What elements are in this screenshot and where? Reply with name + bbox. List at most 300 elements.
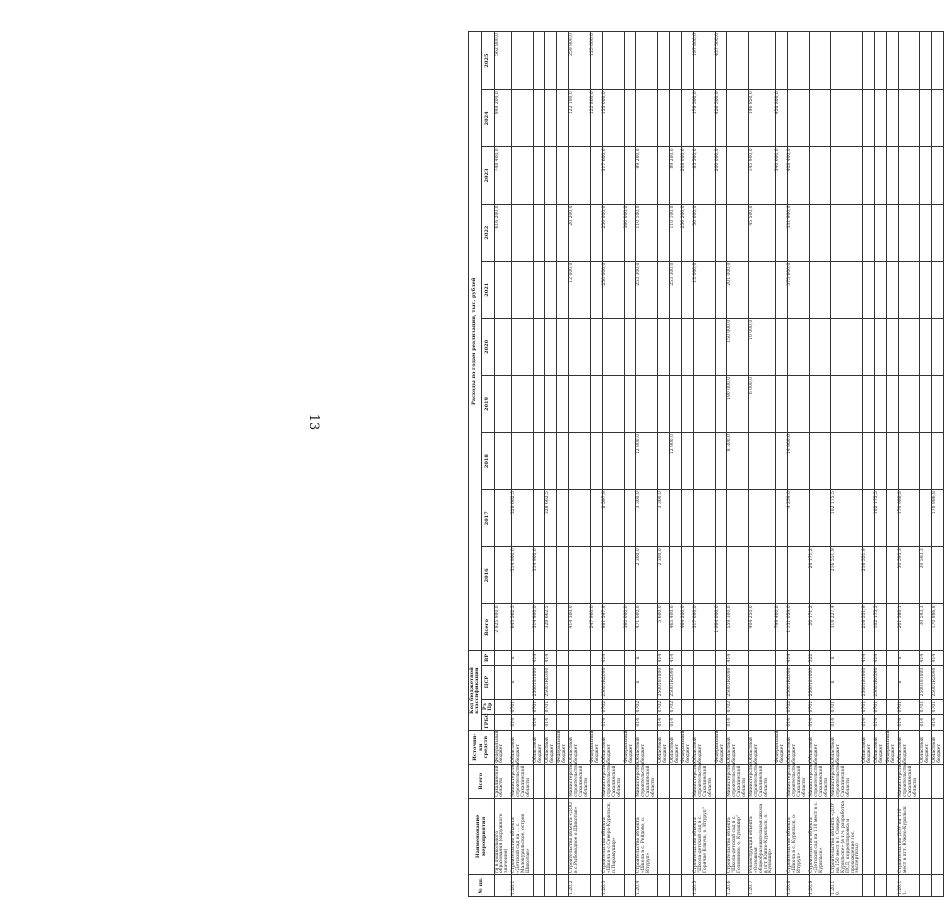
csr-code: x <box>831 665 863 699</box>
responsible-org <box>681 764 693 798</box>
funding-source: Федеральный бюджет <box>715 730 725 763</box>
activity-name <box>775 798 787 874</box>
year-value-cell <box>658 32 670 90</box>
year-value-cell <box>681 261 693 318</box>
csr-code <box>886 665 898 699</box>
vr-code: 414 <box>874 651 886 665</box>
activity-name <box>886 798 898 874</box>
csr-code <box>749 665 776 699</box>
year-value-cell <box>590 204 602 261</box>
year-value-cell <box>898 147 920 204</box>
year-value-cell <box>569 433 591 490</box>
year-value-cell <box>681 32 693 90</box>
rzpr-code <box>569 699 591 714</box>
grbs-code <box>775 714 787 730</box>
year-value-cell <box>831 147 863 204</box>
grbs-code: 014 <box>874 714 886 730</box>
row-number <box>862 874 874 896</box>
csr-code: x <box>636 665 658 699</box>
total-cell: 643 562,5 <box>511 604 533 651</box>
rzpr-code: 0701 <box>831 699 863 714</box>
year-value-cell: 178 500,0 <box>693 90 715 147</box>
funding-source: Областной бюджет <box>545 730 557 764</box>
table-row <box>545 32 557 897</box>
table-header <box>469 32 495 897</box>
year-value-cell <box>874 32 886 90</box>
year-value-cell <box>511 375 533 432</box>
table-row <box>809 32 831 897</box>
year-value-cell <box>920 375 932 432</box>
csr-code: x <box>511 665 533 699</box>
grbs-code: 014 <box>511 714 533 730</box>
total-cell: 360 000,0 <box>624 604 636 651</box>
funding-source: Областной бюджет <box>693 730 715 764</box>
year-value-cell <box>658 147 670 204</box>
year-value-cell: 216 551,9 <box>862 547 874 604</box>
total-cell: 799 400,0 <box>775 604 787 651</box>
row-number <box>670 874 682 896</box>
rzpr-code: 0702 <box>602 699 624 714</box>
total-cell: 317 000,0 <box>693 604 715 651</box>
year-value-cell <box>809 490 831 547</box>
year-value-cell <box>775 261 787 318</box>
funding-source: Областной бюджет <box>874 730 886 764</box>
total-cell: 2 925 900,0 <box>495 604 512 651</box>
year-value-cell <box>932 375 944 432</box>
activity-name: Строительство объекта «Детский сад на 110 мест в с. Курильск» <box>809 798 831 874</box>
year-value-cell <box>495 318 512 375</box>
activity-name <box>862 798 874 874</box>
vr-code: x <box>511 651 533 665</box>
responsible-org <box>533 764 545 798</box>
year-value-cell <box>557 32 569 90</box>
year-value-cell <box>602 433 624 490</box>
total-cell: 201 580,1 <box>898 604 920 651</box>
year-value-cell <box>749 433 776 490</box>
csr-code: 25001R2090 <box>670 665 682 699</box>
responsible-org <box>920 764 932 798</box>
csr-code <box>775 665 787 699</box>
year-value-cell <box>715 375 727 432</box>
vr-code <box>775 651 787 665</box>
total-cell: 30 593,3 <box>920 604 932 651</box>
funding-source: Областной бюджет <box>932 730 944 764</box>
year-value-cell: 328 662,5 <box>545 490 557 547</box>
year-value-cell <box>831 261 863 318</box>
activity-name: Строительство объекта "Школа-детский сад в с. Головнино, о. Кунашир" <box>727 798 749 874</box>
funding-source: Федеральный бюджет <box>775 730 786 763</box>
year-value-cell <box>920 204 932 261</box>
responsible-org <box>886 764 898 798</box>
csr-code: x <box>898 665 920 699</box>
responsible-org <box>862 764 874 798</box>
year-value-cell <box>511 261 533 318</box>
year-value-cell: 110 100,0 <box>636 204 658 261</box>
year-value-cell <box>557 204 569 261</box>
rzpr-code <box>557 699 569 714</box>
year-value-cell: 3 300,0 <box>658 490 670 547</box>
rzpr-code: 0701 <box>809 699 831 714</box>
funding-source: Областной бюджет <box>920 730 932 764</box>
year-value-cell: 458 800,0 <box>775 90 787 147</box>
grbs-code: 014 <box>809 714 831 730</box>
grbs-code: 014 <box>920 714 932 730</box>
year-value-cell <box>624 547 636 604</box>
year-value-cell: 30 593,3 <box>898 547 920 604</box>
csr-code <box>715 665 727 699</box>
header-year: 2016 <box>482 547 495 604</box>
year-value-cell <box>602 547 624 604</box>
header-name: Наименование мероприятия <box>469 798 495 874</box>
year-value-cell <box>511 147 533 204</box>
total-cell: 5 600,0 <box>658 604 670 651</box>
year-value-cell <box>932 147 944 204</box>
activity-name <box>932 798 944 874</box>
year-value-cell: 8 300,0 <box>727 433 749 490</box>
responsible-org: Министерство строительства Сахалинской области <box>693 762 714 797</box>
header-total: Всего <box>482 604 495 651</box>
year-value-cell: 314 900,0 <box>511 547 533 604</box>
year-value-cell <box>932 433 944 490</box>
year-value-cell: 2 300,0 <box>636 547 658 604</box>
year-value-cell <box>624 147 636 204</box>
year-value-cell <box>681 547 693 604</box>
table-row <box>495 32 512 897</box>
year-value-cell <box>511 90 533 147</box>
year-value-cell <box>874 433 886 490</box>
total-cell: 471 000,0 <box>636 604 658 651</box>
activity-name: Строительство объекта «Детский сад на ... с. Малокурильское, остров Шикотан» <box>511 798 533 874</box>
year-value-cell <box>920 261 932 318</box>
table-row <box>862 32 874 897</box>
responsible-org: Министерство строительства Сахалинской области <box>511 762 532 797</box>
grbs-code: 014 <box>787 714 809 730</box>
year-value-cell <box>533 204 545 261</box>
row-number <box>590 874 602 896</box>
activity-name: Строительство объекта "Школа-детский сад в с. Горячие Ключи, о. Итуруп" <box>693 798 715 874</box>
grbs-code: 014 <box>932 714 944 730</box>
year-value-cell: 196 850,0 <box>749 90 776 147</box>
activity-name: Строительство ДОУ на 110 мест в пгт. Южно-Курильск <box>898 798 920 874</box>
year-value-cell <box>831 318 863 375</box>
table-row <box>886 32 898 897</box>
vr-code: 522 <box>809 651 831 665</box>
grbs-code: 014 <box>670 714 682 730</box>
year-value-cell: 328 662,5 <box>511 490 533 547</box>
csr-code: 25001R0390 <box>545 665 557 699</box>
total-cell: 318 227,4 <box>831 604 863 651</box>
year-value-cell <box>886 318 898 375</box>
year-value-cell <box>874 547 886 604</box>
year-value-cell <box>749 547 776 604</box>
responsible-org: Министерство строительства Сахалинской области <box>635 762 656 797</box>
activity-name <box>681 798 693 874</box>
year-value-cell: 190 000,0 <box>727 375 749 432</box>
year-value-cell <box>932 261 944 318</box>
total-cell <box>557 604 569 651</box>
row-number: 1.20.1 0. <box>831 874 863 896</box>
year-value-cell <box>932 318 944 375</box>
rzpr-code <box>775 699 787 714</box>
year-value-cell <box>831 433 863 490</box>
responsible-org: Министерство строительства Сахалинской области <box>831 764 863 798</box>
year-value-cell: 50 000,0 <box>693 204 715 261</box>
funding-source: Областной бюджет <box>749 730 776 764</box>
funding-source: Федеральный бюджет <box>495 730 512 764</box>
rzpr-code <box>495 699 512 714</box>
year-value-cell <box>886 32 898 90</box>
year-value-cell <box>545 318 557 375</box>
year-value-cell <box>693 433 715 490</box>
year-value-cell: 3 300,0 <box>636 490 658 547</box>
year-value-cell: 14 900,0 <box>787 433 809 490</box>
year-value-cell <box>495 490 512 547</box>
vr-code: 414 <box>727 651 749 665</box>
year-value-cell <box>874 375 886 432</box>
year-value-cell <box>495 261 512 318</box>
rzpr-code: 0702 <box>658 699 670 714</box>
activity-name <box>545 798 557 874</box>
year-value-cell <box>670 318 682 375</box>
year-value-cell <box>533 433 545 490</box>
funding-source: Областной бюджет <box>511 730 533 764</box>
grbs-code: 014 <box>862 714 874 730</box>
activity-name: Строительство объекта «ДОО в с.Рыбоводное о.Шикотан» <box>569 798 591 874</box>
year-value-cell: 89 200,0 <box>636 147 658 204</box>
vr-code <box>886 651 898 665</box>
year-value-cell <box>533 90 545 147</box>
rzpr-code: 0701 <box>511 699 533 714</box>
activity-name <box>557 798 569 874</box>
year-value-cell: 748 400,0 <box>495 147 512 204</box>
year-value-cell <box>670 490 682 547</box>
year-value-cell <box>727 90 749 147</box>
responsible-org <box>715 764 727 798</box>
year-value-cell <box>862 32 874 90</box>
year-value-cell: 145 900,0 <box>749 147 776 204</box>
year-value-cell <box>569 147 591 204</box>
header-year: 2019 <box>482 375 495 432</box>
year-value-cell <box>862 375 874 432</box>
total-cell: 559 300,0 <box>727 604 749 651</box>
year-value-cell <box>545 90 557 147</box>
total-cell: 247 900,0 <box>590 604 602 651</box>
table-row <box>693 32 715 897</box>
year-value-cell <box>590 375 602 432</box>
year-value-cell <box>715 490 727 547</box>
header-year: 2020 <box>482 318 495 375</box>
table-row <box>787 32 809 897</box>
year-value-cell: 122 100,0 <box>569 90 591 147</box>
year-value-cell <box>533 147 545 204</box>
year-value-cell <box>898 90 920 147</box>
grbs-code <box>693 714 715 730</box>
responsible-org <box>874 764 886 798</box>
year-value-cell <box>749 261 776 318</box>
year-value-cell: 110 100,0 <box>670 204 682 261</box>
year-value-cell <box>511 318 533 375</box>
year-value-cell <box>920 32 932 90</box>
year-value-cell: 437 500,0 <box>715 32 727 90</box>
grbs-code <box>495 714 512 730</box>
rzpr-code <box>693 699 715 714</box>
csr-code: 25001R0390 <box>874 665 886 699</box>
funding-source: Областной бюджет <box>727 730 749 764</box>
year-value-cell <box>862 261 874 318</box>
funding-source: Областной бюджет <box>898 730 920 764</box>
year-value-cell <box>602 318 624 375</box>
csr-code <box>557 665 569 699</box>
responsible-org <box>545 764 557 798</box>
year-value-cell <box>569 547 591 604</box>
rzpr-code: 0701 <box>862 699 874 714</box>
year-value-cell: 259 900,0 <box>569 32 591 90</box>
year-value-cell: 150 000,0 <box>727 318 749 375</box>
rzpr-code <box>715 699 727 714</box>
table-row <box>624 32 636 897</box>
year-value-cell <box>727 547 749 604</box>
year-value-cell <box>862 204 874 261</box>
rzpr-code: 0702 <box>670 699 682 714</box>
year-value-cell: 122 800,0 <box>590 90 602 147</box>
rzpr-code: 0701 <box>545 699 557 714</box>
year-value-cell <box>886 490 898 547</box>
total-cell: 404 250,0 <box>749 604 776 651</box>
rzpr-code: 0702 <box>787 699 809 714</box>
responsible-org: Министерство строительства Сахалинской области <box>749 764 776 798</box>
grbs-code <box>624 714 636 730</box>
year-value-cell: 331 900,0 <box>787 204 809 261</box>
year-value-cell <box>862 318 874 375</box>
csr-code: 25001R2090 <box>932 665 944 699</box>
row-number: 1.20.8 <box>787 874 809 896</box>
year-value-cell <box>670 32 682 90</box>
grbs-code: 014 <box>658 714 670 730</box>
csr-code: 2500181000 <box>862 665 874 699</box>
year-value-cell <box>727 32 749 90</box>
year-value-cell: 426 500,0 <box>715 90 727 147</box>
year-value-cell <box>533 318 545 375</box>
header-source: Источни-ки средств <box>469 730 495 764</box>
grbs-code: 014 <box>898 714 920 730</box>
year-value-cell <box>715 318 727 375</box>
responsible-org: Сахалинской области <box>495 764 512 798</box>
year-value-cell <box>511 433 533 490</box>
grbs-code: 014 <box>727 714 749 730</box>
responsible-org: Министерство строительства Сахалинской области <box>726 762 747 797</box>
year-value-cell <box>557 433 569 490</box>
row-number <box>932 874 944 896</box>
activity-name <box>533 798 545 874</box>
grbs-code <box>749 714 776 730</box>
year-value-cell: 13 000,0 <box>693 261 715 318</box>
responsible-org <box>557 764 569 798</box>
funding-source: Федеральный бюджет <box>681 730 692 763</box>
header-year: 2025 <box>482 32 495 90</box>
year-value-cell <box>681 375 693 432</box>
table-row <box>831 32 863 897</box>
year-value-cell: 408 400,0 <box>787 147 809 204</box>
year-value-cell <box>749 32 776 90</box>
year-value-cell <box>886 204 898 261</box>
year-value-cell <box>557 490 569 547</box>
total-cell: 465 400,0 <box>670 604 682 651</box>
year-value-cell <box>920 490 932 547</box>
year-value-cell <box>495 547 512 604</box>
year-value-cell <box>658 375 670 432</box>
row-number <box>495 874 512 896</box>
year-value-cell <box>693 375 715 432</box>
header-year: 2017 <box>482 490 495 547</box>
year-value-cell <box>920 433 932 490</box>
total-cell: 20 171,2 <box>809 604 831 651</box>
vr-code <box>569 651 591 665</box>
table-row <box>658 32 670 897</box>
year-value-cell <box>658 204 670 261</box>
year-value-cell <box>932 547 944 604</box>
activity-name: Строительство объекта «Школа в с. Рейдово, о. Итуруп» <box>636 798 658 874</box>
total-cell: 170 986,8 <box>932 604 944 651</box>
responsible-org: Министерство строительства Сахалинской области <box>898 762 918 797</box>
table-row <box>715 32 727 897</box>
year-value-cell <box>775 318 787 375</box>
year-value-cell <box>658 261 670 318</box>
header-csr: ЦСР <box>482 665 495 699</box>
responsible-org: Министерство строительства Сахалинской области <box>602 762 623 797</box>
year-value-cell <box>495 375 512 432</box>
rzpr-code: 0701 <box>920 699 932 714</box>
year-value-cell <box>590 547 602 604</box>
year-value-cell: 317 600,0 <box>602 147 624 204</box>
header-year: 2024 <box>482 90 495 147</box>
activity-name <box>715 798 727 874</box>
header-rzpr: Рз Пр <box>482 699 495 714</box>
year-value-cell <box>809 318 831 375</box>
year-value-cell: 12 000,0 <box>569 261 591 318</box>
row-number <box>557 874 569 896</box>
vr-code: 414 <box>602 651 624 665</box>
year-value-cell <box>775 490 787 547</box>
year-value-cell: 187 800,0 <box>693 32 715 90</box>
year-value-cell <box>775 32 787 90</box>
year-value-cell: 253 300,0 <box>670 261 682 318</box>
year-value-cell: 200 000,0 <box>715 147 727 204</box>
year-value-cell <box>831 375 863 432</box>
rzpr-code: 0702 <box>636 699 658 714</box>
year-value-cell <box>590 433 602 490</box>
year-value-cell <box>636 318 658 375</box>
funding-source: Федеральный бюджет <box>886 730 897 763</box>
year-value-cell <box>590 147 602 204</box>
year-value-cell <box>874 204 886 261</box>
vr-code <box>693 651 715 665</box>
year-value-cell <box>874 90 886 147</box>
total-cell: 314 900,0 <box>533 604 545 651</box>
year-value-cell: 201 000,0 <box>727 261 749 318</box>
year-value-cell <box>557 90 569 147</box>
table-row <box>898 32 920 897</box>
activity-name <box>670 798 682 874</box>
table-row <box>775 32 787 897</box>
year-value-cell <box>932 90 944 147</box>
total-cell: 981 597,9 <box>602 604 624 651</box>
year-value-cell <box>590 318 602 375</box>
funding-source: Областной бюджет <box>831 730 863 764</box>
year-value-cell: 20 171,2 <box>809 547 831 604</box>
table-row <box>590 32 602 897</box>
total-cell: 1 131 059,0 <box>787 604 809 651</box>
year-value-cell: 125 000,0 <box>590 32 602 90</box>
